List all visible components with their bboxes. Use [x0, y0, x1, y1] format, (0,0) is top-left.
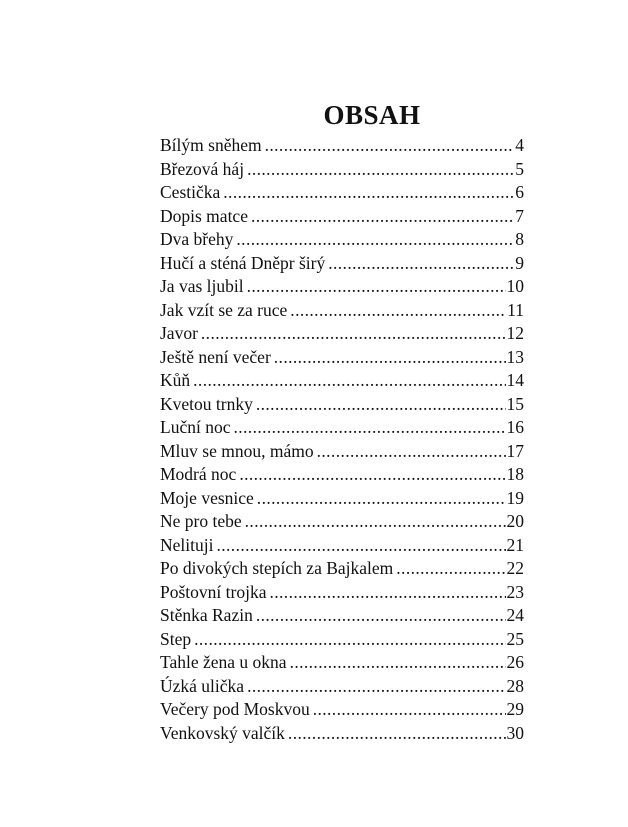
dot-leader	[256, 604, 506, 628]
toc-entry-title: Kůň	[160, 370, 191, 390]
dot-leader	[265, 134, 515, 158]
toc-entry-title: Dva břehy	[160, 229, 234, 249]
toc-entry-page-number: 29	[506, 699, 524, 719]
dot-leader	[257, 487, 506, 511]
toc-entry-page-number: 8	[515, 229, 524, 249]
dot-leader	[194, 628, 505, 652]
toc-entry	[160, 698, 524, 722]
dot-leader	[396, 557, 505, 581]
toc-entry-page-number: 14	[506, 370, 524, 390]
toc-entry	[160, 675, 524, 699]
dot-leader	[288, 722, 506, 746]
dot-leader	[256, 393, 506, 417]
toc-entry	[160, 440, 524, 464]
dot-leader	[290, 651, 506, 675]
toc-entry	[160, 322, 524, 346]
toc-entry-page-number: 21	[506, 534, 524, 555]
dot-leader	[245, 510, 506, 534]
toc-entry	[160, 463, 524, 487]
toc-entry	[160, 416, 524, 440]
toc-entry-page-number: 5	[515, 158, 524, 179]
toc-entry-title: Dopis matce	[160, 205, 248, 226]
toc-entry-page-number: 22	[506, 558, 524, 578]
toc-entry-title: Modrá noc	[160, 464, 237, 484]
toc-entry-title: Cestička	[160, 182, 221, 202]
dot-leader	[290, 299, 506, 323]
toc-entry-title: Ja vas ljubil	[160, 276, 244, 296]
dot-leader	[239, 463, 505, 487]
toc-entry-title: Ne pro tebe	[160, 511, 242, 531]
toc-entry	[160, 275, 524, 299]
toc-entry	[160, 722, 524, 746]
dot-leader	[328, 252, 514, 276]
toc-entry-title: Venkovský valčík	[160, 722, 285, 743]
toc-entry-page-number: 28	[506, 675, 524, 696]
dot-leader	[223, 181, 514, 205]
toc-entry	[160, 181, 524, 205]
toc-entry-title: Úzká ulička	[160, 675, 245, 696]
toc-entry	[160, 228, 524, 252]
toc-entry-title: Večery pod Moskvou	[160, 699, 310, 719]
toc-entry	[160, 510, 524, 534]
toc-entry-title: Moje vesnice	[160, 487, 254, 508]
toc-entry-title: Tahle žena u okna	[160, 652, 287, 672]
toc-entry-title: Javor	[160, 323, 198, 343]
dot-leader	[233, 416, 505, 440]
toc-entry-page-number: 19	[506, 487, 524, 508]
toc-entry-page-number: 25	[506, 628, 524, 649]
toc-entry-page-number: 20	[506, 511, 524, 531]
toc-entry-page-number: 10	[506, 276, 524, 296]
toc-entry	[160, 346, 524, 370]
page-title: OBSAH	[323, 100, 421, 130]
toc-entry	[160, 252, 524, 276]
toc-entry	[160, 369, 524, 393]
toc-entry-title: Stěnka Razin	[160, 605, 253, 625]
dot-leader	[317, 440, 506, 464]
toc-entry-page-number: 7	[515, 205, 524, 226]
dot-leader	[247, 158, 514, 182]
toc-entry	[160, 393, 524, 417]
toc-entry-title: Luční noc	[160, 417, 231, 437]
toc-entry-title: Mluv se mnou, mámo	[160, 440, 314, 461]
dot-leader	[247, 675, 505, 699]
toc-entry-page-number: 18	[506, 464, 524, 484]
toc-entry	[160, 651, 524, 675]
toc-entry-title: Hučí a sténá Dněpr širý	[160, 252, 326, 273]
toc-entry-title: Step	[160, 628, 192, 649]
toc-entry-page-number: 9	[515, 252, 524, 273]
toc-entry-title: Bílým sněhem	[160, 135, 262, 155]
dot-leader	[236, 228, 514, 252]
dot-leader	[216, 534, 505, 558]
toc-entry-page-number: 4	[515, 135, 524, 155]
toc-entry-title: Jak vzít se za ruce	[160, 299, 288, 320]
toc-entry-title: Po divokých stepích za Bajkalem	[160, 558, 394, 578]
table-of-contents	[160, 134, 524, 745]
toc-entry-title: Nelituji	[160, 534, 214, 555]
toc-entry-title: Kvetou trnky	[160, 393, 253, 414]
toc-entry	[160, 581, 524, 605]
toc-entry-page-number: 26	[506, 652, 524, 672]
toc-entry-page-number: 6	[515, 182, 524, 202]
dot-leader	[269, 581, 505, 605]
toc-entry	[160, 557, 524, 581]
toc-entry-title: Březová háj	[160, 158, 245, 179]
toc-entry-page-number: 11	[507, 299, 524, 320]
toc-entry-page-number: 12	[506, 323, 524, 343]
toc-entry	[160, 158, 524, 182]
toc-entry-page-number: 24	[506, 605, 524, 625]
dot-leader	[193, 369, 505, 393]
toc-entry	[160, 534, 524, 558]
toc-entry	[160, 299, 524, 323]
toc-entry	[160, 205, 524, 229]
toc-entry-page-number: 23	[506, 581, 524, 602]
toc-entry	[160, 487, 524, 511]
toc-entry-title: Ještě není večer	[160, 346, 271, 367]
toc-entry-page-number: 13	[506, 346, 524, 367]
dot-leader	[313, 698, 506, 722]
toc-entry-page-number: 30	[506, 722, 524, 743]
toc-entry	[160, 604, 524, 628]
dot-leader	[251, 205, 514, 229]
toc-entry-page-number: 16	[506, 417, 524, 437]
toc-entry	[160, 134, 524, 158]
toc-entry	[160, 628, 524, 652]
toc-entry-title: Poštovní trojka	[160, 581, 267, 602]
toc-entry-page-number: 15	[506, 393, 524, 414]
dot-leader	[201, 322, 506, 346]
dot-leader	[274, 346, 506, 370]
toc-entry-page-number: 17	[506, 440, 524, 461]
dot-leader	[247, 275, 506, 299]
